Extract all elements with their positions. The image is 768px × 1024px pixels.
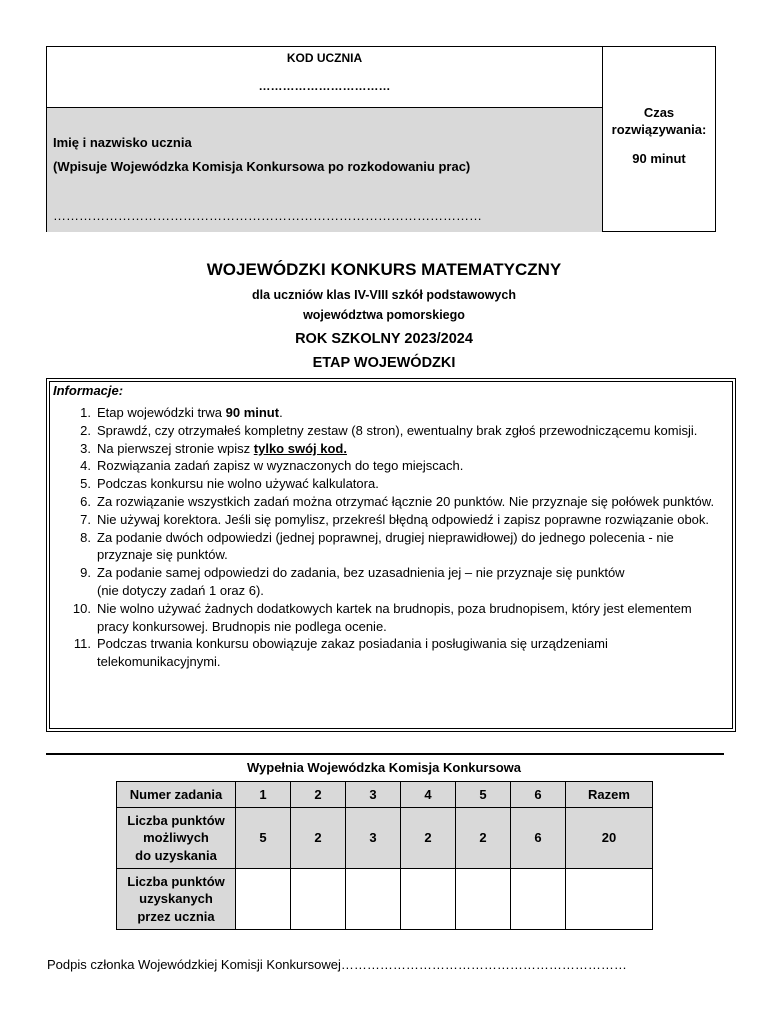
info-item-text-line2: (nie dotyczy zadań 1 oraz 6). [97, 582, 264, 598]
info-item-text: Za podanie samej odpowiedzi do zadania, bez uzasadnienia jej – nie przyznaje się punktów [97, 565, 625, 581]
student-name-field [47, 108, 603, 232]
earned-points-cell-1[interactable] [236, 869, 291, 930]
max-points-cell: 3 [346, 808, 401, 869]
earned-points-label-line2: uzyskanych [139, 891, 213, 907]
max-points-label-line2: możliwych [143, 830, 209, 846]
info-item-number: 10. [72, 600, 91, 616]
info-item [47, 440, 727, 458]
info-item-text: Nie wolno używać żadnych dodatkowych kartek na brudnopis, poza brudnopisem, który jest elementem pracy konkursowej. Brudnopis nie podlega ocenie. [97, 600, 692, 634]
max-points-row [117, 808, 653, 869]
student-code-label: KOD UCZNIA [286, 51, 363, 65]
info-item [47, 404, 727, 422]
contest-title: WOJEWÓDZKI KONKURS MATEMATYCZNY [206, 260, 562, 279]
info-item-number: 11. [73, 636, 91, 652]
info-item [47, 529, 727, 565]
signature-line: Podpis członka Wojewódzkiej Komisji Konkursowej………………………………………………………… [47, 957, 627, 972]
info-item [47, 511, 727, 529]
info-item-number: 1. [80, 405, 91, 420]
student-name-note: (Wpisuje Wojewódzka Komisja Konkursowa po rozkodowaniu prac) [53, 159, 471, 174]
task-number-row [117, 782, 653, 808]
score-table [116, 781, 653, 930]
info-item [47, 422, 727, 440]
info-item-number: 4. [80, 458, 91, 474]
info-item [47, 457, 727, 475]
info-item-number: 6. [80, 493, 91, 509]
task-number-cell: 1 [236, 782, 291, 808]
info-item [47, 475, 727, 493]
contest-subtitle-1: dla uczniów klas IV-VIII szkół podstawowych [252, 288, 516, 302]
earned-points-label-line1: Liczba punktów [127, 873, 225, 889]
info-item-text: Za podanie dwóch odpowiedzi (jednej poprawnej, drugiej nieprawidłowej) do jednego polecenia - nie przyznaje się punktów. [97, 529, 674, 563]
task-number-cell: 5 [456, 782, 511, 808]
info-item-number: 8. [80, 529, 91, 545]
max-points-label [117, 808, 236, 869]
time-limit-label-line1: Czas [643, 105, 675, 120]
student-code-field[interactable] [47, 47, 603, 108]
max-points-label-line3: do uzyskania [135, 847, 217, 863]
max-points-cell: 5 [236, 808, 291, 869]
information-box [46, 378, 736, 732]
student-header-box [46, 46, 716, 232]
info-item-text: Sprawdź, czy otrzymałeś kompletny zestaw (8 stron), ewentualny brak zgłoś przewodniczącemu komisji. [97, 422, 698, 438]
info-item-number: 5. [80, 476, 91, 492]
earned-points-cell-3[interactable] [346, 869, 401, 930]
time-limit-box [603, 47, 715, 231]
info-item-text: Rozwiązania zadań zapisz w wyznaczonych do tego miejscach. [97, 458, 464, 474]
contest-subtitle-2: województwa pomorskiego [303, 308, 465, 322]
section-divider [46, 753, 724, 755]
info-item-number: 3. [80, 440, 91, 456]
info-item-text: Etap wojewódzki trwa [97, 405, 226, 420]
total-label-cell: Razem [566, 782, 653, 808]
info-item-text: Podczas konkursu nie wolno używać kalkulatora. [97, 476, 379, 492]
earned-points-row [117, 869, 653, 930]
info-item-text-end: . [279, 405, 283, 420]
max-points-cell: 2 [401, 808, 456, 869]
info-item-text: Za rozwiązanie wszystkich zadań można otrzymać łącznie 20 punktów. Nie przyznaje się połówek punktów. [97, 493, 715, 509]
info-item [47, 635, 727, 671]
info-item-number: 9. [80, 565, 91, 581]
earned-points-label-line3: przez ucznia [137, 908, 215, 924]
time-limit-label-line2: rozwiązywania: [611, 122, 707, 137]
earned-points-cell-4[interactable] [401, 869, 456, 930]
earned-points-cell-5[interactable] [456, 869, 511, 930]
max-points-total-cell: 20 [566, 808, 653, 869]
info-item-text: Nie używaj korektora. Jeśli się pomylisz, przekreśl błędną odpowiedź i zapisz poprawne rozwiązanie obok. [97, 511, 710, 527]
earned-points-cell-2[interactable] [291, 869, 346, 930]
info-item [47, 493, 727, 511]
student-code-dots: …………………………… [258, 79, 391, 93]
max-points-cell: 2 [291, 808, 346, 869]
task-number-cell: 4 [401, 782, 456, 808]
earned-points-total-cell[interactable] [566, 869, 653, 930]
student-name-label: Imię i nazwisko ucznia [53, 135, 192, 150]
info-item-text: Na pierwszej stronie wpisz [97, 440, 254, 456]
information-heading: Informacje: [53, 383, 124, 398]
info-item-number: 7. [80, 511, 91, 527]
info-item-bold: 90 minut [225, 405, 280, 420]
info-item-underlined: tylko swój kod. [253, 440, 347, 456]
max-points-label-line1: Liczba punktów [127, 812, 225, 828]
max-points-cell: 6 [511, 808, 566, 869]
information-list [47, 404, 727, 671]
school-year: ROK SZKOLNY 2023/2024 [295, 331, 473, 347]
max-points-cell: 2 [456, 808, 511, 869]
task-number-cell: 6 [511, 782, 566, 808]
info-item-number: 2. [80, 422, 91, 438]
task-number-cell: 2 [291, 782, 346, 808]
student-name-dots: ……………………………………………………………………………………… [53, 208, 482, 223]
earned-points-label [117, 869, 236, 930]
info-item [47, 600, 727, 636]
time-limit-label [603, 104, 715, 138]
info-item-text: Podczas trwania konkursu obowiązuje zakaz posiadania i posługiwania się urządzeniami telekomunikacyjnymi. [97, 636, 608, 670]
score-table-caption: Wypełnia Wojewódzka Komisja Konkursowa [246, 760, 522, 775]
earned-points-cell-6[interactable] [511, 869, 566, 930]
contest-stage: ETAP WOJEWÓDZKI [312, 355, 456, 371]
time-limit-value: 90 minut [632, 151, 686, 166]
info-item [47, 564, 727, 600]
task-number-cell: 3 [346, 782, 401, 808]
task-number-label: Numer zadania [117, 782, 236, 808]
